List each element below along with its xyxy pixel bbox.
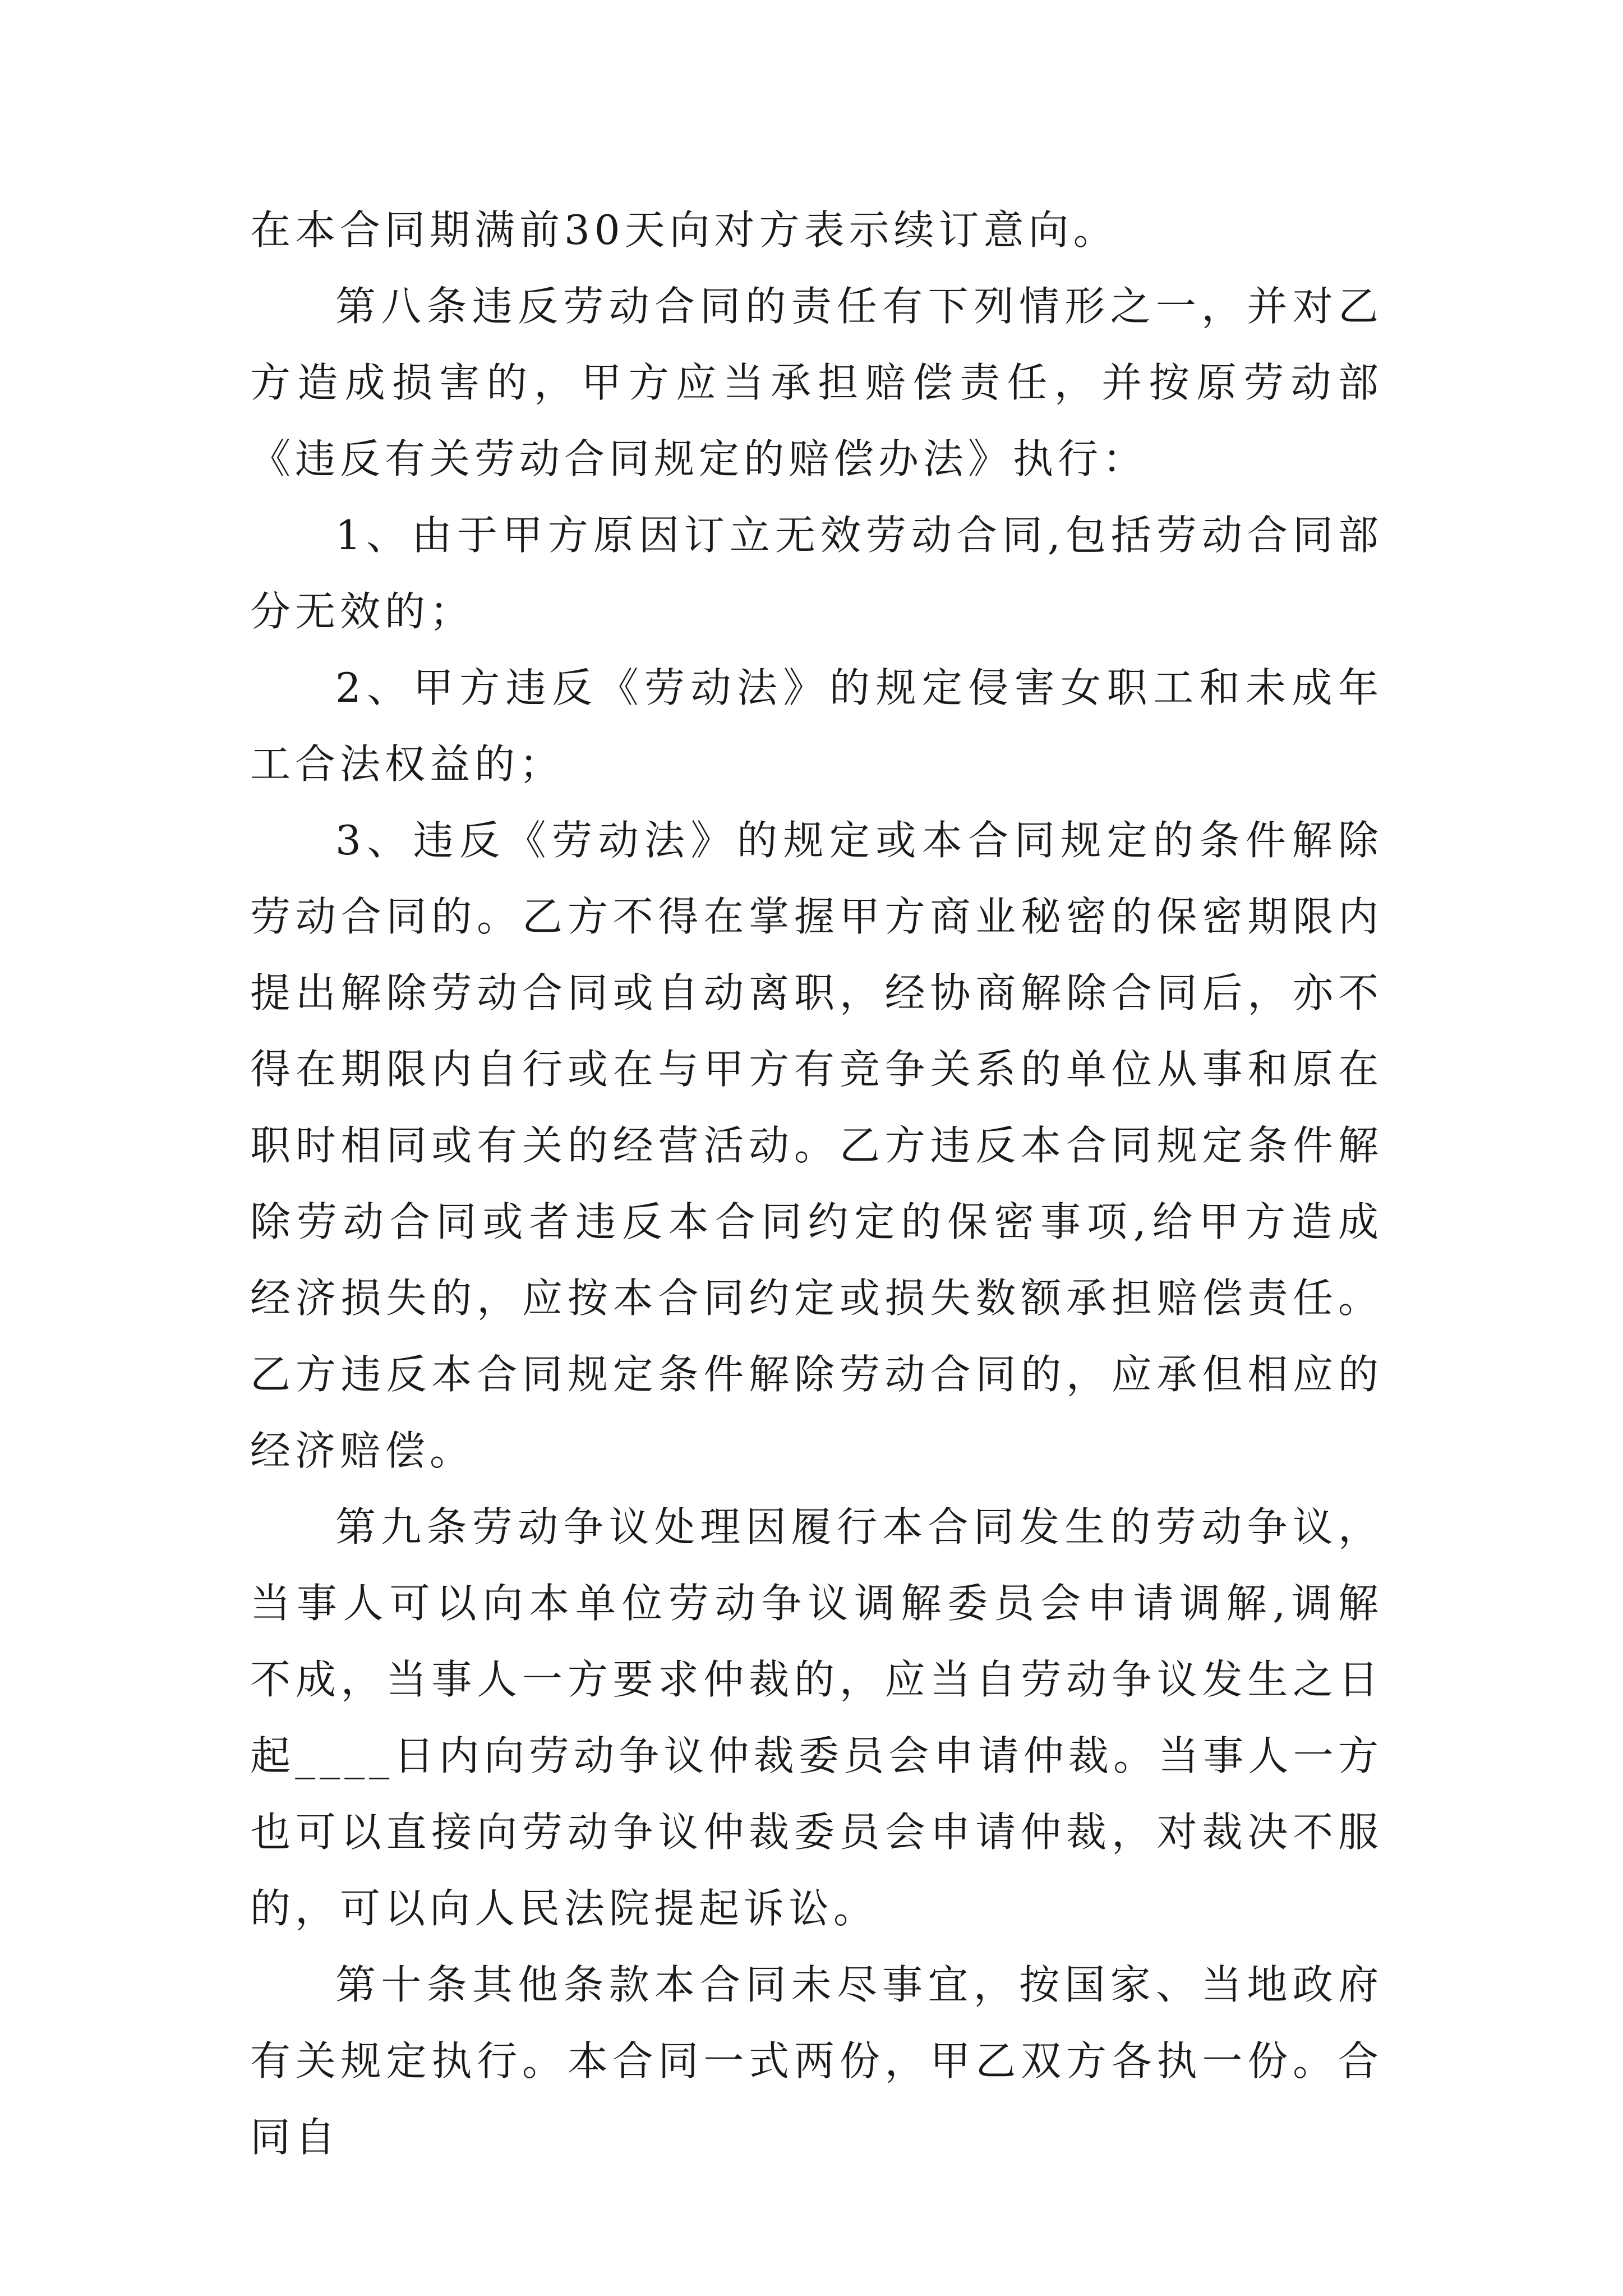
paragraph-article-10: 第十条其他条款本合同未尽事宜，按国家、当地政府有关规定执行。本合同一式两份，甲乙双方各执一份。合同自: [250, 1961, 1383, 2161]
paragraph-item-2: 2、甲方违反《劳动法》的规定侵害女职工和未成年工合法权益的；: [250, 664, 1383, 788]
paragraph-renewal-notice: 在本合同期满前30天向对方表示续订意向。: [250, 206, 1118, 254]
paragraph-item-1: 1、由于甲方原因订立无效劳动合同,包括劳动合同部分无效的；: [250, 512, 1383, 635]
paragraph-article-9: 第九条劳动争议处理因履行本合同发生的劳动争议，当事人可以向本单位劳动争议调解委员会申请调解,调解不成，当事人一方要求仲裁的，应当自劳动争议发生之日起____日内向劳动争议仲裁委员会申请仲裁。当事人一方也可以直接向劳动争议仲裁委员会申请仲裁，对裁决不服的，可以向人民法院提起诉讼。: [250, 1503, 1383, 1932]
document-body: [250, 192, 1383, 2175]
paragraph-item-3: 3、违反《劳动法》的规定或本合同规定的条件解除劳动合同的。乙方不得在掌握甲方商业秘密的保密期限内提出解除劳动合同或自动离职，经协商解除合同后，亦不得在期限内自行或在与甲方有竞争关系的单位从事和原在职时相同或有关的经营活动。乙方违反本合同规定条件解除劳动合同或者违反本合同约定的保密事项,给甲方造成经济损失的，应按本合同约定或损失数额承担赔偿责任。乙方违反本合同规定条件解除劳动合同的，应承但相应的经济赔偿。: [250, 817, 1383, 1474]
paragraph-article-8: 第八条违反劳动合同的责任有下列情形之一，并对乙方造成损害的，甲方应当承担赔偿责任，并按原劳动部《违反有关劳动合同规定的赔偿办法》执行：: [250, 283, 1383, 482]
